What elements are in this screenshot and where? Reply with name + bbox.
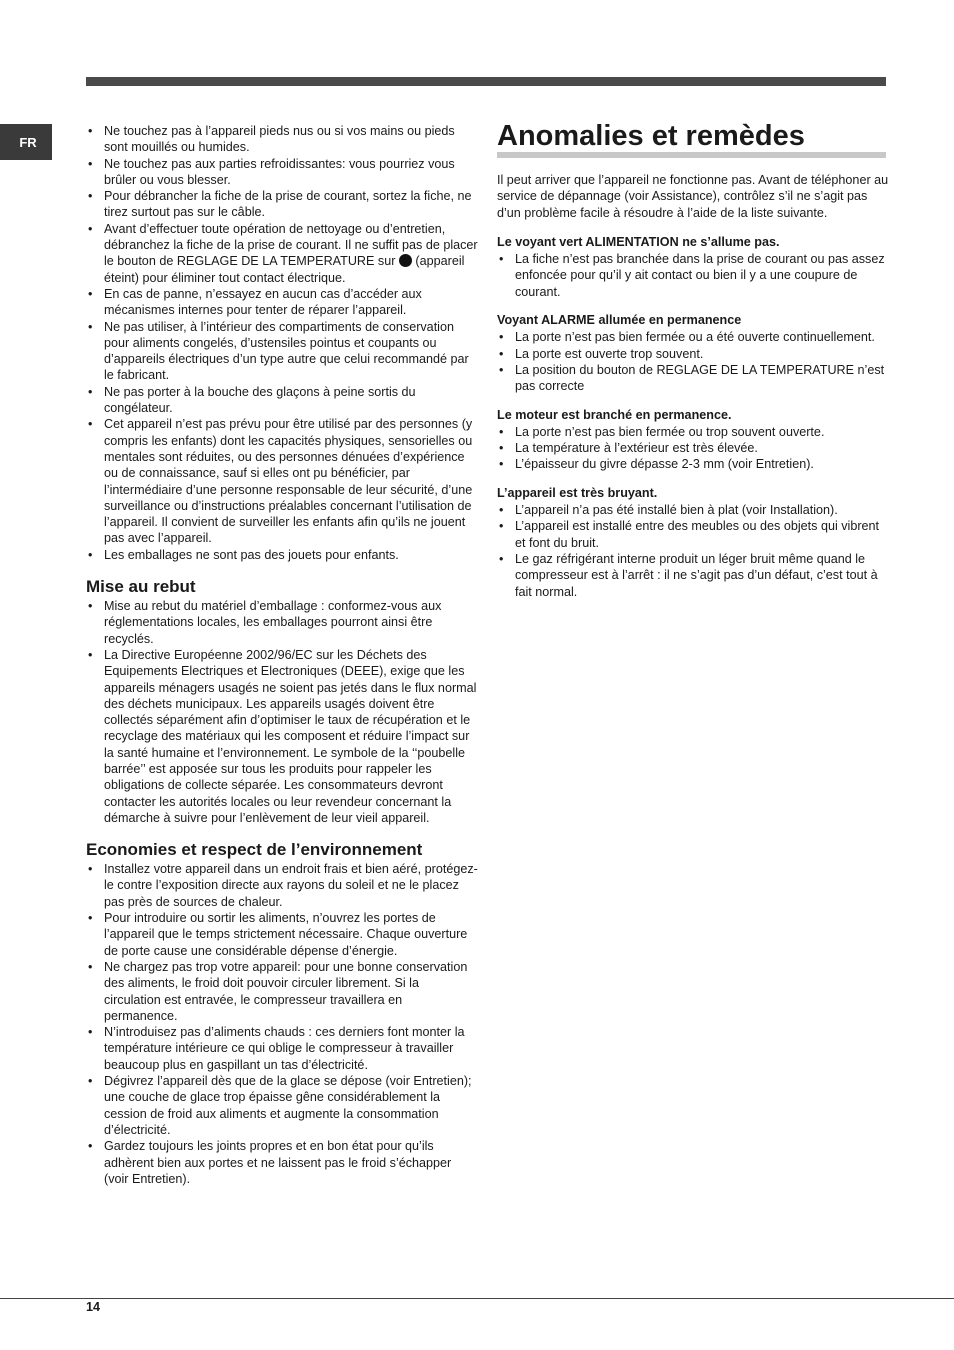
- symptom-heading: Le moteur est branché en permanence.: [497, 407, 732, 422]
- symptom-heading: L’appareil est très bruyant.: [497, 485, 658, 500]
- item-text: Avant d’effectuer toute opération de nettoyage ou d’entretien, débranchez la fiche de la prise de courant.: [104, 221, 446, 253]
- list-item: • Installez votre appareil dans un endroit frais et bien aéré, protégez-le contre l’exposition directe aux rayons du soleil et ne le placez pas près de sources de chaleur.: [86, 861, 478, 910]
- list-item: • Le gaz réfrigérant interne produit un léger bruit même quand le compresseur est à l’arrêt : il ne s’agit pas d’un défaut, c’est tout à fait normal.: [497, 551, 889, 600]
- symptom-group: [497, 407, 889, 473]
- item-text: Il ne suffit pas de placer le bouton de REGLAGE DE LA TEMPERATURE sur: [104, 238, 478, 269]
- symptom-heading: Voyant ALARME allumée en permanence: [497, 313, 742, 328]
- list-item: • Ne touchez pas à l’appareil pieds nus ou si vos mains ou pieds sont mouillés ou humides.: [86, 123, 478, 156]
- list-item: • L’appareil est installé entre des meubles ou des objets qui vibrent et font du bruit.: [497, 518, 889, 551]
- language-tab: FR: [0, 124, 52, 160]
- list-item: • Cet appareil n’est pas prévu pour être utilisé par des personnes (y compris les enfants) dont les capacités physiques, sensorielles ou mentales sont réduites, ou des personnes dénuées d’expérience ou de connaissance, sauf si elles ont pu bénéficier, par l’intermédiaire d’une personne responsable de leur sécurité, d’une surveillance ou d’instructions préalables concernant l’utilisation de l’appareil. Il convient de surveiller les enfants afin qu’ils ne jouent pas avec l’appareil.: [86, 416, 478, 546]
- page-title: Anomalies et remèdes: [497, 120, 886, 158]
- safety-list: [86, 123, 478, 563]
- remedy-list: [497, 251, 889, 300]
- symptom-group: [497, 312, 889, 394]
- remedy-list: [497, 502, 889, 600]
- off-position-icon: [399, 254, 412, 267]
- list-item: • Ne pas utiliser, à l’intérieur des compartiments de conservation pour aliments congelés, d’ustensiles pointus et coupants ou d’appareils électriques d’un type autre que celui recommandé par le fabricant.: [86, 319, 478, 384]
- rebut-list: [86, 598, 478, 826]
- symptom-heading: Le voyant vert ALIMENTATION ne s’allume pas.: [497, 234, 780, 249]
- list-item: • Les emballages ne sont pas des jouets pour enfants.: [86, 547, 478, 563]
- list-item: • Mise au rebut du matériel d’emballage : conformez-vous aux réglementations locales, les emballages pourront ainsi être recyclés.: [86, 598, 478, 647]
- list-item: • La porte est ouverte trop souvent.: [497, 346, 889, 362]
- right-column: [497, 120, 889, 612]
- list-item: • Ne pas porter à la bouche des glaçons à peine sortis du congélateur.: [86, 384, 478, 417]
- list-item: • La porte n’est pas bien fermée ou a été ouverte continuellement.: [497, 329, 889, 345]
- list-item: • La porte n’est pas bien fermée ou trop souvent ouverte.: [497, 424, 889, 440]
- list-item: • L’épaisseur du givre dépasse 2-3 mm (voir Entretien).: [497, 456, 889, 472]
- list-item: • Dégivrez l’appareil dès que de la glace se dépose (voir Entretien); une couche de glace trop épaisse gêne considérablement la cession de froid aux aliments et augmente la consommation d’électricité.: [86, 1073, 478, 1138]
- section-title-economies: Economies et respect de l’environnement: [86, 840, 423, 860]
- list-item: • Ne touchez pas aux parties refroidissantes: vous pourriez vous brûler ou vous blesser.: [86, 156, 478, 189]
- list-item: • N’introduisez pas d’aliments chauds : ces derniers font monter la température intérieure ce qui oblige le compresseur à travailler beaucoup plus en gaspillant un tas d’électricité.: [86, 1024, 478, 1073]
- intro-paragraph: Il peut arriver que l’appareil ne fonctionne pas. Avant de téléphoner au service de dépannage (voir Assistance), contrôlez s’il ne s’agit pas d’un problème facile à résoudre à l’aide de la liste suivante.: [497, 173, 889, 220]
- section-title-rebut: Mise au rebut: [86, 577, 196, 597]
- header-rule: [86, 77, 886, 86]
- economies-list: [86, 861, 478, 1187]
- item-text: (appareil éteint) pour éliminer tout contact électrique.: [104, 254, 465, 285]
- list-item: • La position du bouton de REGLAGE DE LA TEMPERATURE n’est pas correcte: [497, 362, 889, 395]
- list-item: • L’appareil n’a pas été installé bien à plat (voir Installation).: [497, 502, 889, 518]
- list-item: • La fiche n’est pas branchée dans la prise de courant ou pas assez enfoncée pour qu’il y ait contact ou bien il y a une coupure de courant.: [497, 251, 889, 300]
- left-column: [86, 123, 478, 1187]
- list-item: • Pour introduire ou sortir les aliments, n’ouvrez les portes de l’appareil que le temps strictement nécessaire. Chaque ouverture de porte cause une considérable dépense d’énergie.: [86, 910, 478, 959]
- list-item: • En cas de panne, n’essayez en aucun cas d’accéder aux mécanismes internes pour tenter de réparer l’appareil.: [86, 286, 478, 319]
- page-number: 14: [86, 1300, 101, 1314]
- list-item: • La Directive Européenne 2002/96/EC sur les Déchets des Equipements Electriques et Electroniques (DEEE), exige que les appareils ménagers usagés ne soient pas jetés dans le flux normal des déchets municipaux. Les appareils usagés doivent être collectés séparément afin d’optimiser le taux de récupération et le recyclage des matériaux qui les composent et réduire l’impact sur la santé humaine et l’environnement. Le symbole de la ‘‘poubelle barrée’’ est apposée sur tous les produits pour rappeler les obligations de collecte séparée. Les consommateurs devront contacter les autorités locales ou leur revendeur concernant la démarche à suivre pour l’enlèvement de leur vieil appareil.: [86, 647, 478, 826]
- list-item: • Ne chargez pas trop votre appareil: pour une bonne conservation des aliments, le froid doit pouvoir circuler librement. Si la circulation est entravée, le compresseur travaillera en permanence.: [86, 959, 478, 1024]
- remedy-list: [497, 424, 889, 473]
- list-item: • Gardez toujours les joints propres et en bon état pour qu’ils adhèrent bien aux portes et ne laissent pas le froid s’échapper (voir Entretien).: [86, 1138, 478, 1187]
- symptom-group: [497, 234, 889, 300]
- symptom-group: [497, 485, 889, 600]
- footer-rule: [0, 1298, 954, 1299]
- list-item: • Pour débrancher la fiche de la prise de courant, sortez la fiche, ne tirez surtout pas sur le câble.: [86, 188, 478, 221]
- remedy-list: [497, 329, 889, 394]
- list-item: • La température à l’extérieur est très élevée.: [497, 440, 889, 456]
- list-item: [86, 221, 478, 286]
